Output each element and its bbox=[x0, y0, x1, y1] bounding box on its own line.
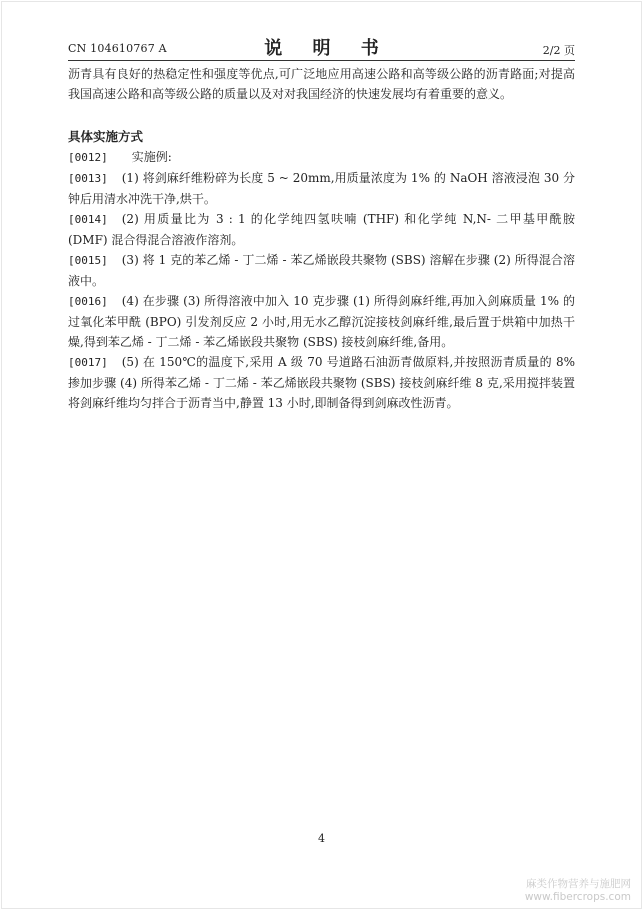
paragraph-0017 bbox=[68, 352, 575, 413]
paragraph-text: 实施例: bbox=[131, 150, 172, 164]
paragraph-0012 bbox=[68, 147, 575, 168]
paragraph-number: [0015] bbox=[68, 254, 108, 267]
paragraph-0016 bbox=[68, 291, 575, 352]
paragraph-text: (2) 用质量比为 3 : 1 的化学纯四氢呋喃 (THF) 和化学纯 N,N- 二甲基甲酰胺 (DMF) 混合得混合溶液作溶剂。 bbox=[68, 212, 575, 247]
watermark-url: www.fibercrops.com bbox=[524, 891, 631, 903]
patent-number: CN 104610767 A bbox=[68, 42, 167, 55]
paragraph-text: (4) 在步骤 (3) 所得溶液中加入 10 克步骤 (1) 所得剑麻纤维,再加入剑麻质量 1% 的过氧化苯甲酰 (BPO) 引发剂反应 2 小时,用无水乙醇沉淀接枝剑麻纤维,最后置于烘箱中加热干燥,得到苯乙烯 - 丁二烯 - 苯乙烯嵌段共聚物 (SBS) 接枝剑麻纤维,备用。 bbox=[68, 294, 575, 349]
paragraph-0013 bbox=[68, 168, 575, 209]
intro-paragraph: 沥青具有良好的热稳定性和强度等优点,可广泛地应用高速公路和高等级公路的沥青路面;对提高我国高速公路和高等级公路的质量以及对对我国经济的快速发展均有着重要的意义。 bbox=[68, 67, 575, 101]
page-indicator: 2/2 页 bbox=[542, 44, 575, 57]
paragraph-number: [0017] bbox=[68, 356, 108, 369]
paragraph-number: [0016] bbox=[68, 295, 108, 308]
header-rule bbox=[68, 60, 575, 61]
paragraph-0015 bbox=[68, 250, 575, 291]
paragraph-text: (5) 在 150℃的温度下,采用 A 级 70 号道路石油沥青做原料,并按照沥青质量的 8% 掺加步骤 (4) 所得苯乙烯 - 丁二烯 - 苯乙烯嵌段共聚物 (SBS) 接枝剑麻纤维 8 克,采用搅拌装置将剑麻纤维均匀拌合于沥青当中,静置 13 小时,即制备得到剑麻改性沥青。 bbox=[68, 355, 575, 410]
paragraph-number: [0012] bbox=[68, 151, 108, 164]
site-watermark bbox=[525, 878, 631, 904]
page-number: 4 bbox=[318, 832, 325, 845]
paragraph-number: [0013] bbox=[68, 172, 108, 185]
page-header bbox=[68, 34, 575, 60]
paragraph-text: (1) 将剑麻纤维粉碎为长度 5 ~ 20mm,用质量浓度为 1% 的 NaOH 溶液浸泡 30 分钟后用清水冲洗干净,烘干。 bbox=[68, 171, 575, 206]
paragraph-number: [0014] bbox=[68, 213, 108, 226]
paragraph-text: (3) 将 1 克的苯乙烯 - 丁二烯 - 苯乙烯嵌段共聚物 (SBS) 溶解在步骤 (2) 所得混合溶液中。 bbox=[68, 253, 575, 288]
paragraph-0014 bbox=[68, 209, 575, 250]
document-body bbox=[68, 64, 575, 413]
document-title: 说 明 书 bbox=[264, 38, 391, 59]
watermark-site-name: 麻类作物营养与施肥网 bbox=[526, 878, 631, 890]
section-heading: 具体实施方式 bbox=[68, 129, 144, 144]
